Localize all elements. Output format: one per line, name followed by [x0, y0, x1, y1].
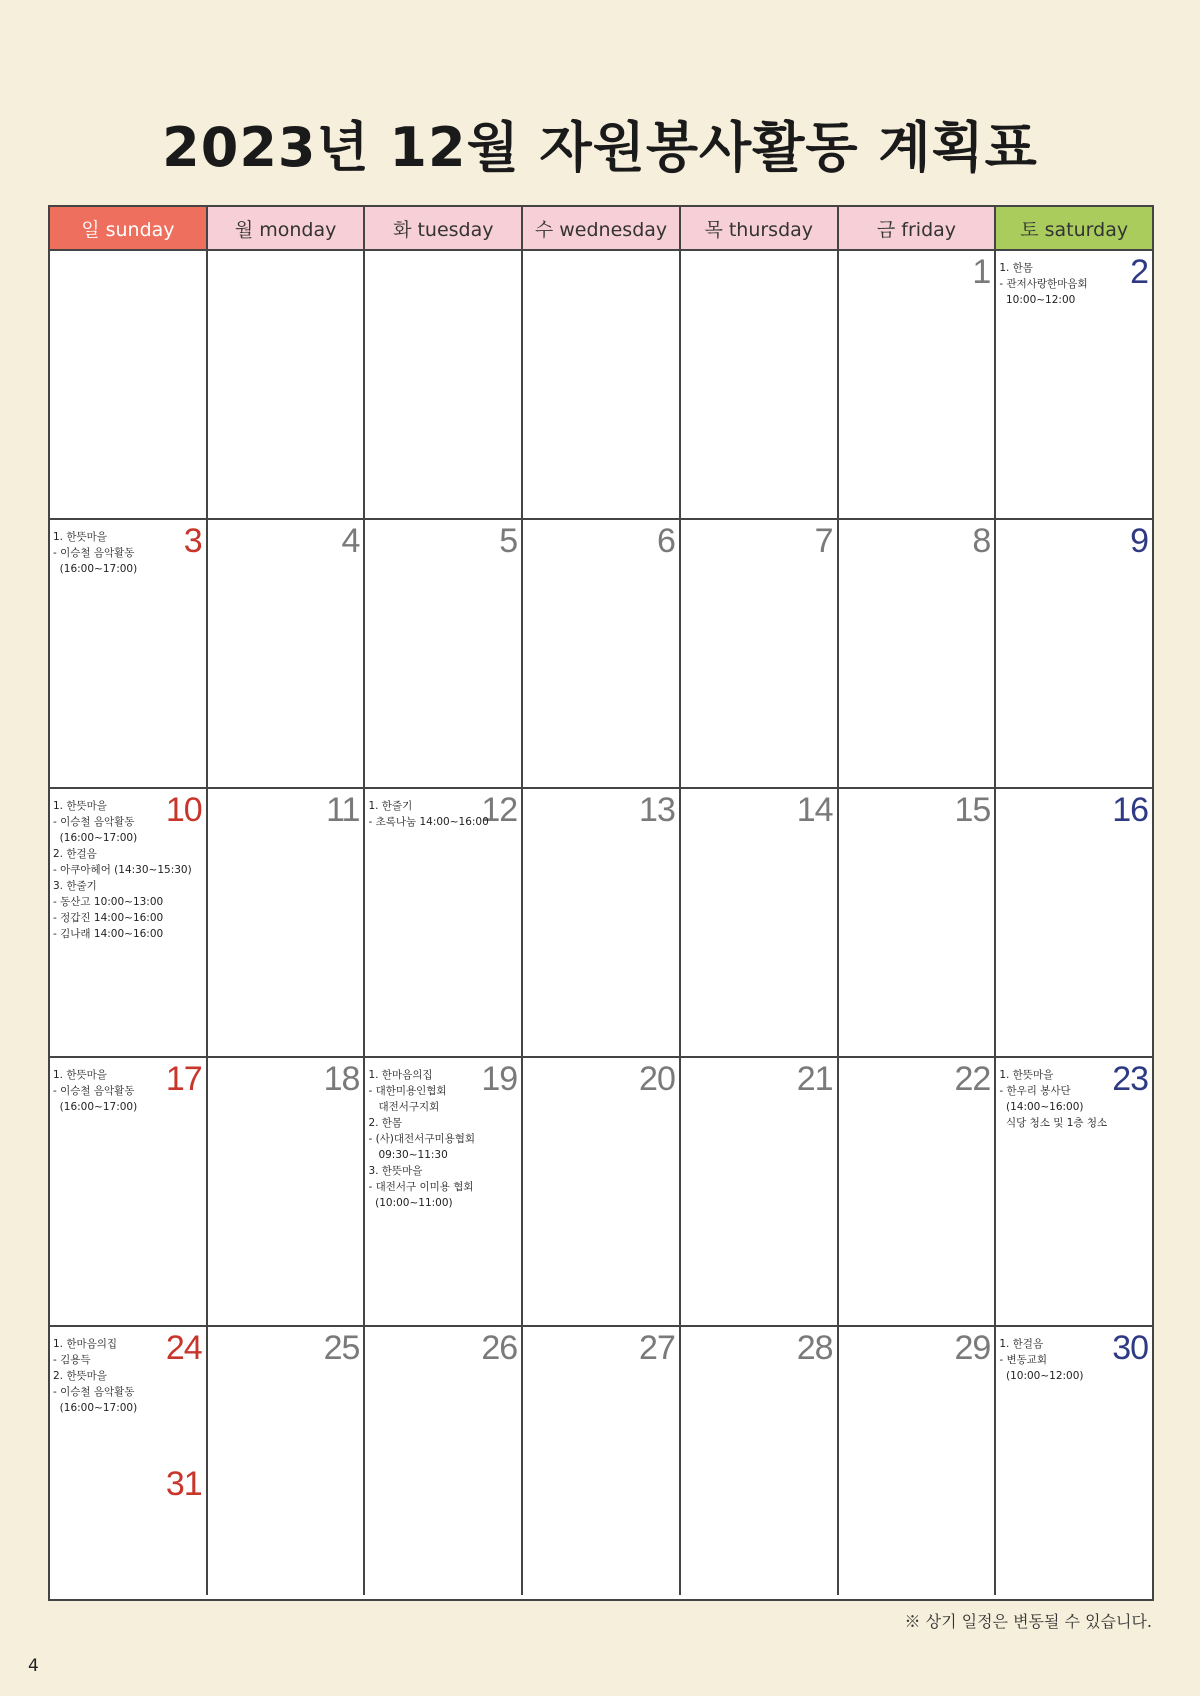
- event-line: 대전서구지회: [368, 1101, 440, 1113]
- weekday-header-row: [50, 207, 1152, 251]
- page-title: 2023년 12월 자원봉사활동 계획표: [162, 116, 1038, 179]
- calendar-day-cell: [50, 1327, 208, 1595]
- day-number: 29: [954, 1329, 991, 1367]
- calendar-day-cell: [681, 789, 839, 1056]
- event-line: - (사)대전서구미용협회: [368, 1133, 476, 1145]
- day-events: [53, 1067, 137, 1115]
- event-line: 1. 한뜻마을: [53, 800, 107, 812]
- event-line: 2. 한몸: [368, 1117, 403, 1129]
- calendar-day-cell: [365, 1327, 523, 1595]
- event-line: 1. 한뜻마을: [53, 531, 107, 543]
- day-number: 30: [1112, 1329, 1149, 1367]
- header-wednesday: 수 wednesday: [523, 207, 681, 249]
- calendar-day-cell: [523, 251, 681, 518]
- day-number: 1: [972, 253, 991, 291]
- day-events: [368, 1067, 475, 1211]
- day-number: 12: [481, 791, 518, 829]
- event-line: 3. 한줄기: [53, 880, 97, 892]
- calendar-day-cell: [523, 789, 681, 1056]
- calendar-day-cell: [681, 1058, 839, 1325]
- event-line: 2. 한뜻마을: [53, 1370, 107, 1382]
- calendar-day-cell: [50, 1058, 208, 1325]
- day-number: 8: [972, 522, 991, 560]
- calendar-day-cell: [681, 520, 839, 787]
- event-line: - 아쿠아헤어 (14:30~15:30): [53, 864, 192, 876]
- day-events: [53, 1336, 137, 1416]
- day-number: 24: [165, 1329, 202, 1367]
- event-line: - 대전서구 이미용 협회: [368, 1181, 474, 1193]
- event-line: - 정갑진 14:00~16:00: [53, 912, 164, 924]
- day-number: 2: [1130, 253, 1149, 291]
- event-line: - 한우리 봉사단: [999, 1085, 1071, 1097]
- day-number: 20: [639, 1060, 675, 1098]
- event-line: 1. 한뜻마을: [999, 1069, 1054, 1081]
- calendar-grid: [48, 205, 1154, 1601]
- header-thursday: 목 thursday: [681, 207, 839, 249]
- day-number: 15: [954, 791, 991, 829]
- day-number: 10: [165, 791, 202, 829]
- event-line: 2. 한걸음: [53, 848, 97, 860]
- calendar-day-cell: [208, 1058, 366, 1325]
- day-number: 17: [165, 1060, 202, 1098]
- day-number: 19: [481, 1060, 518, 1098]
- day-number: 3: [183, 522, 202, 560]
- schedule-change-note: ※ 상기 일정은 변동될 수 있습니다.: [904, 1612, 1152, 1631]
- day-events: [999, 1336, 1083, 1384]
- header-saturday: 토 saturday: [996, 207, 1152, 249]
- day-events: [999, 1067, 1107, 1131]
- event-line: (16:00~17:00): [53, 832, 138, 844]
- event-line: 1. 한뜻마을: [53, 1069, 107, 1081]
- event-line: (16:00~17:00): [53, 563, 138, 575]
- event-line: (16:00~17:00): [53, 1101, 138, 1113]
- event-line: 1. 한마음의집: [368, 1069, 433, 1081]
- calendar-day-cell: [839, 1058, 997, 1325]
- day-events: [53, 798, 192, 942]
- day-number: 6: [656, 522, 675, 560]
- event-line: 1. 한마음의집: [53, 1338, 118, 1350]
- day-number: 25: [323, 1329, 360, 1367]
- event-line: (10:00~12:00): [999, 1370, 1084, 1382]
- event-line: (14:00~16:00): [999, 1101, 1084, 1113]
- calendar-day-cell: [365, 1058, 523, 1325]
- calendar-week-row: [50, 1058, 1152, 1327]
- day-number: 28: [796, 1329, 833, 1367]
- event-line: 3. 한뜻마을: [368, 1165, 423, 1177]
- calendar-day-cell: [996, 251, 1152, 518]
- day-number: 4: [341, 522, 360, 560]
- day-events: [999, 260, 1087, 308]
- day-number: 26: [481, 1329, 518, 1367]
- day-number: 9: [1130, 522, 1149, 560]
- calendar-day-cell: [365, 520, 523, 787]
- calendar-day-cell: [839, 789, 997, 1056]
- event-line: - 초록나눔 14:00~16:00: [368, 816, 489, 828]
- calendar-day-cell: [839, 520, 997, 787]
- event-line: - 김나래 14:00~16:00: [53, 928, 164, 940]
- event-line: - 이승철 음악활동: [53, 816, 135, 828]
- event-line: 10:00~12:00: [999, 294, 1076, 306]
- event-line: 식당 청소 및 1층 청소: [999, 1117, 1108, 1129]
- event-line: - 대한미용인협회: [368, 1085, 447, 1097]
- day-number: 16: [1112, 791, 1149, 829]
- event-line: - 이승철 음악활동: [53, 1386, 135, 1398]
- day-number: 11: [326, 791, 360, 829]
- event-line: 1. 한몸: [999, 262, 1033, 274]
- event-line: - 동산고 10:00~13:00: [53, 896, 164, 908]
- calendar-day-cell: [208, 251, 366, 518]
- calendar-day-cell: [365, 789, 523, 1056]
- calendar-day-cell: [996, 1327, 1152, 1595]
- calendar-day-cell: [839, 251, 997, 518]
- calendar-day-cell: [365, 251, 523, 518]
- day-number: 21: [796, 1060, 833, 1098]
- calendar-day-cell: [523, 1327, 681, 1595]
- day-number: 31: [165, 1465, 202, 1503]
- header-monday: 월 monday: [208, 207, 366, 249]
- calendar-day-cell: [50, 520, 208, 787]
- event-line: 1. 한걸음: [999, 1338, 1044, 1350]
- calendar-day-cell: [50, 789, 208, 1056]
- calendar-day-cell: [996, 789, 1152, 1056]
- event-line: (10:00~11:00): [368, 1197, 453, 1209]
- calendar-weeks: [50, 251, 1152, 1595]
- calendar-day-cell: [681, 1327, 839, 1595]
- page-number: 4: [28, 1656, 39, 1676]
- calendar-day-cell: [208, 1327, 366, 1595]
- event-line: - 관저사랑한마음회: [999, 278, 1088, 290]
- calendar-day-cell: [839, 1327, 997, 1595]
- calendar-day-cell: [523, 1058, 681, 1325]
- calendar-day-cell: [996, 1058, 1152, 1325]
- day-events: [53, 529, 137, 577]
- day-number: 5: [499, 522, 518, 560]
- event-line: - 김용득: [53, 1354, 91, 1366]
- calendar-day-cell: [681, 251, 839, 518]
- event-line: - 이승철 음악활동: [53, 1085, 135, 1097]
- day-number: 23: [1112, 1060, 1149, 1098]
- calendar-week-row: [50, 251, 1152, 520]
- calendar-day-cell: [208, 520, 366, 787]
- event-line: 1. 한줄기: [368, 800, 413, 812]
- calendar-day-cell: [523, 520, 681, 787]
- header-friday: 금 friday: [839, 207, 997, 249]
- event-line: (16:00~17:00): [53, 1402, 138, 1414]
- header-sunday: 일 sunday: [50, 207, 208, 249]
- day-events: [368, 798, 488, 830]
- day-number: 27: [639, 1329, 675, 1367]
- calendar-week-row: [50, 789, 1152, 1058]
- calendar-day-cell: [50, 251, 208, 518]
- calendar-day-cell: [208, 789, 366, 1056]
- day-number: 14: [796, 791, 833, 829]
- event-line: 09:30~11:30: [368, 1149, 448, 1161]
- day-number: 18: [323, 1060, 360, 1098]
- day-number: 7: [814, 522, 833, 560]
- event-line: - 이승철 음악활동: [53, 547, 135, 559]
- day-number: 13: [639, 791, 675, 829]
- calendar-week-row: [50, 520, 1152, 789]
- calendar-day-cell: [996, 520, 1152, 787]
- header-tuesday: 화 tuesday: [365, 207, 523, 249]
- day-number: 22: [954, 1060, 991, 1098]
- event-line: - 변동교회: [999, 1354, 1048, 1366]
- calendar-week-row: [50, 1327, 1152, 1595]
